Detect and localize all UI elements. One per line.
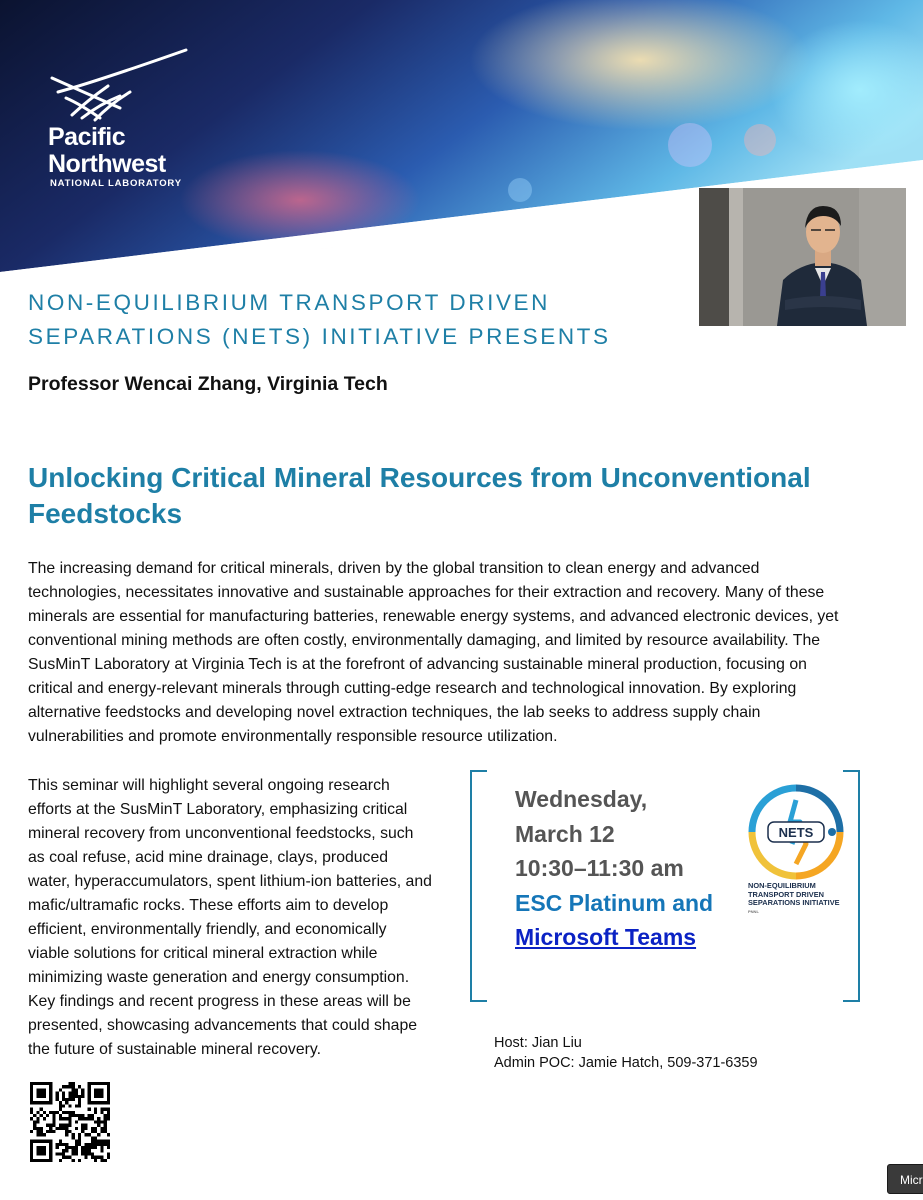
event-day: Wednesday, (515, 786, 648, 812)
event-time: 10:30–11:30 am (515, 855, 684, 881)
seminar-line: efforts at the SusMinT Laboratory, emphasizing critical (28, 801, 408, 818)
seminar-line: efficient, environmentally friendly, and economically (28, 921, 387, 938)
talk-title (28, 460, 888, 532)
seminar-line: Key findings and recent progress in these areas will be (28, 993, 411, 1010)
abstract-line: conventional mining methods are often costly, environmentally damaging, and limited by resource availability. The (28, 632, 821, 649)
event-location: ESC Platinum and (515, 889, 714, 916)
abstract-paragraph (28, 557, 908, 749)
qr-code-icon (30, 1082, 110, 1162)
host-info (494, 1033, 758, 1073)
seminar-line: viable solutions for critical mineral extraction while (28, 945, 378, 962)
nets-caption-line: SEPARATIONS INITIATIVE (748, 898, 840, 908)
nets-logo (746, 782, 846, 887)
nets-caption-line: PNNL (748, 908, 759, 914)
qr-code[interactable] (30, 1082, 110, 1162)
seminar-line: mineral recovery from unconventional feedstocks, such (28, 825, 414, 842)
logo-line-3: NATIONAL LABORATORY (50, 178, 182, 189)
seminar-line: mafic/ultramafic rocks. These efforts aim to develop (28, 897, 389, 914)
seminar-line: This seminar will highlight several ongoing research (28, 777, 390, 794)
abstract-line: SusMinT Laboratory at Virginia Tech is at the forefront of advancing sustainable mineral production, focusing on (28, 656, 807, 673)
talk-title-line-1: Unlocking Critical Mineral Resources from Unconventional (28, 462, 811, 493)
seminar-paragraph (28, 774, 468, 1062)
event-details (515, 782, 713, 955)
box-bracket-left (470, 770, 487, 1002)
banner-sphere (508, 178, 532, 202)
abstract-line: minerals are essential for manufacturing batteries, renewable energy systems, and advanced electronic devices, yet (28, 608, 839, 625)
abstract-line: vulnerabilities and promote environmentally responsible resource utilization. (28, 728, 558, 745)
speaker-photo (699, 188, 906, 326)
abstract-line: critical and energy-relevant minerals through cutting-edge research and technological innovation. By exploring (28, 680, 797, 697)
nets-emblem-icon (746, 782, 846, 882)
teams-link[interactable]: Microsoft Teams (515, 924, 697, 950)
abstract-line: The increasing demand for critical minerals, driven by the global transition to clean energy and advanced (28, 560, 760, 577)
nets-acronym: NETS (778, 825, 814, 840)
nets-caption-line: NON-EQUILIBRIUM (748, 881, 816, 890)
talk-title-line-2: Feedstocks (28, 498, 183, 529)
banner-sphere (668, 123, 712, 167)
seminar-line: the future of sustainable mineral recovery. (28, 1041, 321, 1058)
logo-line-2: Northwest (48, 150, 166, 178)
event-date: March 12 (515, 820, 615, 847)
seminar-line: water, hyperaccumulators, spent lithium-ion batteries, and (28, 873, 432, 890)
series-heading-line-1: NON-EQUILIBRIUM TRANSPORT DRIVEN (28, 290, 551, 315)
abstract-line: technologies, necessitates innovative and sustainable approaches for their extraction and recovery. Many of these (28, 584, 825, 601)
admin-line: Admin POC: Jamie Hatch, 509-371-6359 (494, 1055, 758, 1071)
host-line: Host: Jian Liu (494, 1035, 582, 1051)
seminar-line: presented, showcasing advancements that could shape (28, 1017, 418, 1034)
taskbar-button[interactable]: Micr (887, 1164, 923, 1194)
speaker-name: Professor Wencai Zhang, Virginia Tech (28, 373, 388, 395)
series-heading-line-2: SEPARATIONS (NETS) INITIATIVE PRESENTS (28, 324, 611, 349)
logo-line-1: Pacific (48, 123, 126, 151)
event-info-box (470, 770, 860, 1000)
seminar-line: as coal refuse, acid mine drainage, clays, produced (28, 849, 389, 866)
nets-caption-line: TRANSPORT DRIVEN (748, 889, 824, 899)
abstract-line: alternative feedstocks and developing novel extraction techniques, the lab seeks to address supply chain (28, 704, 761, 721)
nets-caption (748, 882, 840, 916)
banner-sphere (744, 124, 776, 156)
seminar-line: minimizing waste generation and energy consumption. (28, 969, 410, 986)
series-heading (28, 286, 708, 354)
